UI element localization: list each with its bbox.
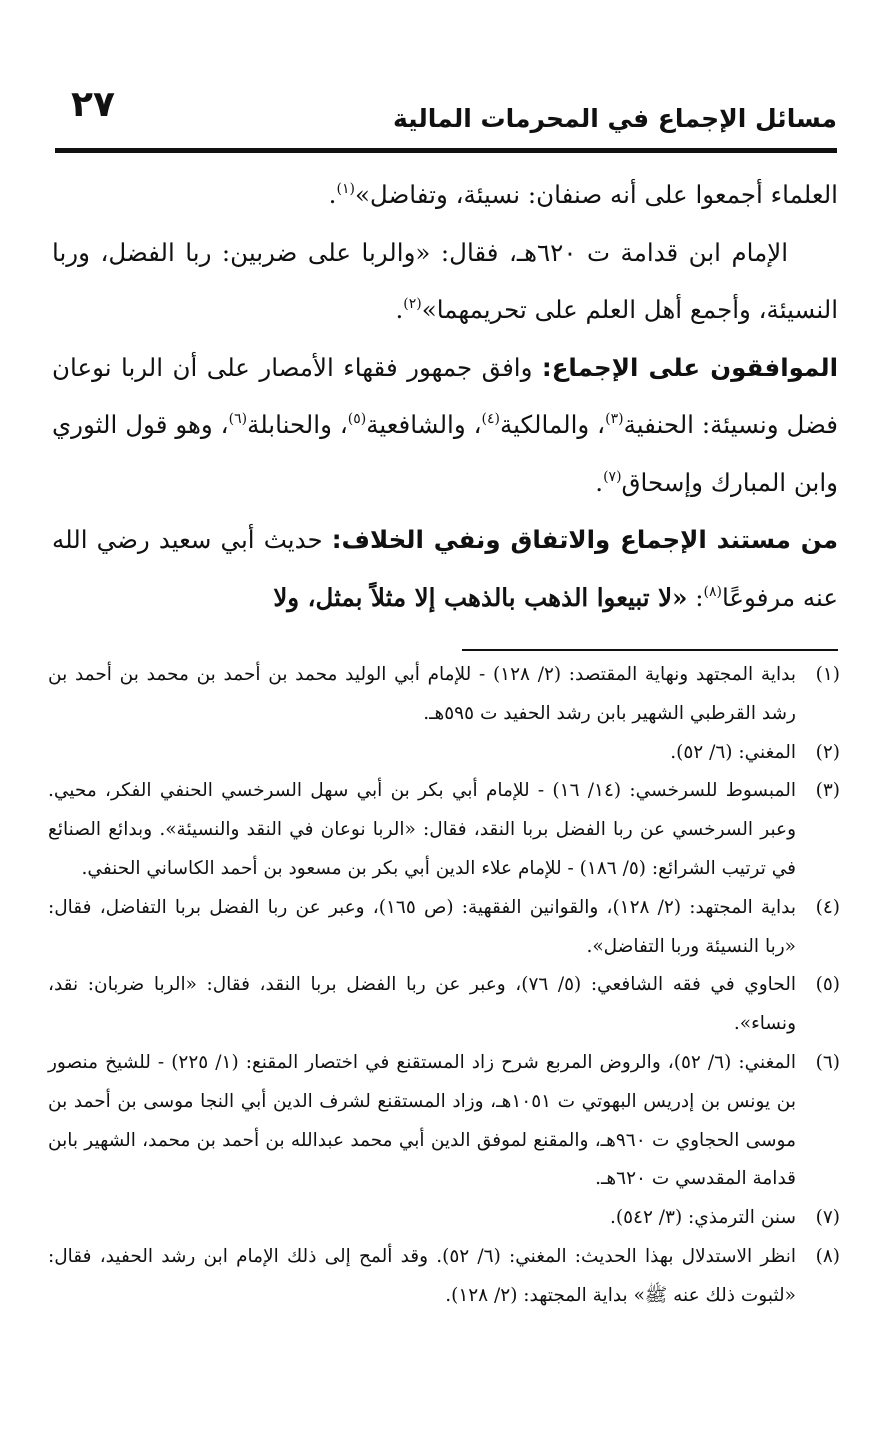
paragraph-3	[52, 339, 838, 512]
footnote-number: (٣)	[815, 780, 840, 802]
paragraph-3-text-e: ، وهو قول الثوري وابن المبارك وإسحاق	[52, 410, 838, 497]
running-title: مسائل الإجماع في المحرمات المالية	[392, 104, 837, 133]
footnotes	[48, 656, 840, 1316]
footnote-text: المغني: (٦/ ٥٢).	[670, 741, 796, 763]
paragraph-1-text: العلماء أجمعوا على أنه صنفان: نسيئة، وتفاضل»	[354, 180, 838, 209]
footnote-ref-8: (٨)	[703, 583, 722, 600]
page-number: ٢٧	[71, 84, 115, 125]
agreeing-scholars-heading: الموافقون على الإجماع:	[541, 352, 838, 382]
footnote-ref-7: (٧)	[603, 468, 622, 485]
paragraph-2-text: الإمام ابن قدامة ت ٦٢٠هـ، فقال: «والربا على ضربين: ربا الفضل، وربا النسيئة، وأجمع أهل العلم على تحريمهما»	[52, 237, 838, 324]
footnote-2	[48, 734, 840, 773]
footnote-7	[48, 1199, 840, 1238]
footnote-ref-4: (٤)	[481, 411, 500, 427]
footnote-ref-3: (٣)	[605, 411, 624, 427]
footnote-number: (١)	[815, 664, 840, 685]
paragraph-4	[52, 511, 838, 626]
paragraph-3-end: .	[595, 467, 604, 497]
evidence-heading: من مستند الإجماع والاتفاق ونفي الخلاف:	[331, 525, 838, 554]
paragraph-2-end: .	[395, 295, 404, 324]
paragraph-3-text-c: ، والشافعية	[366, 410, 482, 439]
footnote-number: (٢)	[815, 741, 840, 763]
footnote-ref-5: (٥)	[347, 411, 367, 427]
footnote-ref-6: (٦)	[228, 411, 248, 427]
footnote-number: (٨)	[815, 1245, 840, 1267]
paragraph-4-text-a: حديث أبي سعيد رضي الله عنه مرفوعًا	[52, 525, 838, 612]
paragraph-3-text-d: ، والحنابلة	[247, 410, 348, 439]
footnote-number: (٦)	[815, 1051, 840, 1073]
footnote-text: المغني: (٦/ ٥٢)، والروض المربع شرح زاد المستقنع في اختصار المقنع: (١/ ٢٢٥) - للشيخ منصور بن يونس بن إدريس البهوتي ت ١٠٥١هـ، وزاد المستقنع لشرف الدين أبي النجا موسى بن أحمد بن موسى الحجاوي ت ٩٦٠هـ، والمقنع لموفق الدين أبي محمد عبدالله بن أحمد بن محمد، الشهير بابن قدامة المقدسي ت ٦٢٠هـ.	[48, 1051, 796, 1190]
footnote-8	[48, 1238, 840, 1316]
footnote-text: سنن الترمذي: (٣/ ٥٤٢).	[609, 1207, 796, 1229]
paragraph-1-end: .	[328, 180, 337, 209]
hadith-quote: «لا تبيعوا الذهب بالذهب إلا مثلاً بمثل، ولا	[273, 582, 688, 612]
paragraph-4-text-b: :	[687, 582, 704, 612]
page-header	[55, 84, 837, 148]
paragraph-1	[52, 166, 838, 224]
footnote-text: بداية المجتهد: (٢/ ١٢٨)، والقوانين الفقهية: (ص ١٦٥)، وعبر عن ربا الفضل بربا التفاضل، فقال: «ربا النسيئة وربا التفاضل».	[48, 896, 796, 957]
footnote-5	[48, 966, 840, 1044]
footnote-number: (٤)	[815, 896, 840, 918]
footnote-3	[48, 772, 840, 888]
footnote-text: المبسوط للسرخسي: (١٤/ ١٦) - للإمام أبي بكر بن أبي سهل السرخسي الحنفي الفكر، محيي. وعبر السرخسي عن ربا الفضل بربا النقد، فقال: «الربا نوعان في النقد والنسيئة». وبدائع الصنائع في ترتيب الشرائع: (٥/ ١٨٦) - للإمام علاء الدين أبي بكر بن مسعود بن أحمد الكاساني الحنفي.	[48, 780, 796, 879]
footnote-separator	[462, 649, 838, 651]
footnote-4	[48, 889, 840, 967]
paragraph-3-text-b: ، والمالكية	[500, 410, 606, 439]
paragraph-2	[52, 224, 838, 339]
footnote-text: بداية المجتهد ونهاية المقتصد: (٢/ ١٢٨) - للإمام أبي الوليد محمد بن أحمد بن محمد بن أحمد بن رشد القرطبي الشهير بابن رشد الحفيد ت ٥٩٥هـ.	[48, 664, 796, 724]
footnote-ref-1: (١)	[336, 181, 355, 197]
footnote-number: (٥)	[815, 974, 840, 996]
paragraph-3-text-a: وافق جمهور فقهاء الأمصار على أن الربا نوعان فضل ونسيئة: الحنفية	[52, 352, 839, 439]
footnote-ref-2: (٢)	[403, 296, 422, 312]
footnote-6	[48, 1044, 840, 1199]
footnote-number: (٧)	[815, 1207, 840, 1229]
header-rule	[55, 148, 837, 153]
footnote-1	[48, 656, 840, 734]
main-text	[52, 166, 838, 626]
footnote-text: الحاوي في فقه الشافعي: (٥/ ٧٦)، وعبر عن ربا الفضل بربا النقد، فقال: «الربا ضربان: نقد، ونساء».	[48, 974, 796, 1035]
footnote-text: انظر الاستدلال بهذا الحديث: المغني: (٦/ ٥٢). وقد ألمح إلى ذلك الإمام ابن رشد الحفيد، فقال: «لثبوت ذلك عنه ﷺ» بداية المجتهد: (٢/ ١٢٨).	[48, 1245, 796, 1306]
